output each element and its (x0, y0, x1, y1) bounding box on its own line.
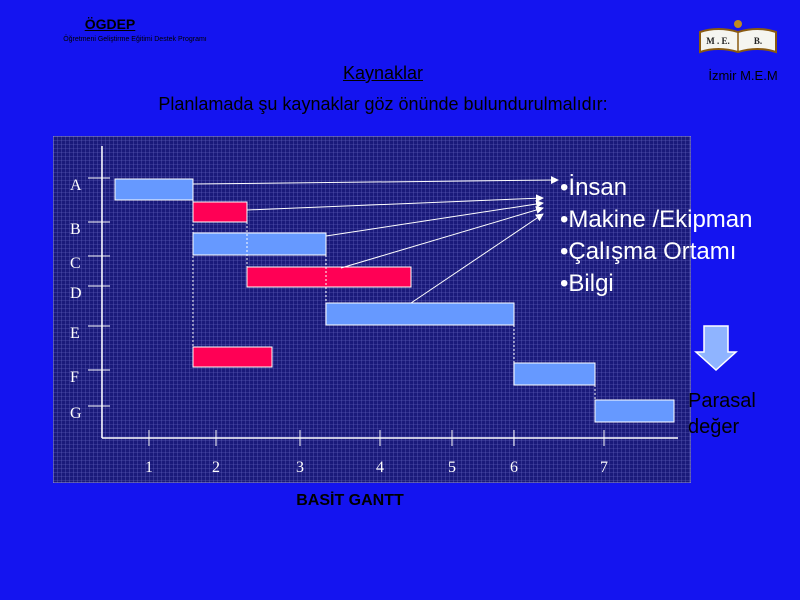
row-label: C (70, 255, 81, 272)
task-bar (514, 363, 595, 385)
row-label: G (70, 405, 82, 422)
chart-title: BASİT GANTT (296, 492, 404, 509)
resource-item: •Bilgi (560, 270, 614, 297)
outcome-line: değer (688, 416, 740, 438)
task-bar (193, 347, 272, 367)
book-logo-icon (696, 18, 780, 58)
row-label: A (70, 177, 82, 194)
page-subtitle: Planlamada şu kaynaklar göz önünde bulundurulmalıdır: (158, 94, 608, 114)
resource-item: •Makine /Ekipman (560, 206, 753, 233)
down-arrow-icon (694, 324, 738, 372)
row-label: F (70, 369, 79, 386)
resource-item: •Çalışma Ortamı (560, 238, 737, 265)
outcome-line: Parasal (688, 390, 756, 412)
task-bar (193, 202, 247, 222)
page-title: Kaynaklar (342, 63, 424, 83)
x-tick-label: 1 (145, 459, 153, 476)
task-bar (247, 267, 411, 287)
x-tick-label: 7 (600, 459, 608, 476)
row-label: B (70, 221, 81, 238)
x-tick-label: 2 (212, 459, 220, 476)
x-tick-label: 3 (296, 459, 304, 476)
org-right-label: İzmir M.E.M (708, 68, 778, 83)
org-title: ÖGDEP (84, 16, 136, 32)
task-bar (193, 233, 326, 255)
x-tick-label: 5 (448, 459, 456, 476)
row-label: E (70, 325, 80, 342)
org-subtitle: Öğretmeni Geliştirme Eğitimi Destek Programı (63, 36, 207, 43)
row-label: D (70, 285, 82, 302)
logo-text-right: B. (753, 36, 763, 46)
task-bar (595, 400, 674, 422)
task-bar (115, 179, 193, 200)
x-tick-label: 6 (510, 459, 518, 476)
resource-item: •İnsan (560, 174, 628, 201)
x-tick-label: 4 (376, 459, 384, 476)
task-bar (326, 303, 514, 325)
logo-text-left: M . E. (706, 36, 730, 46)
